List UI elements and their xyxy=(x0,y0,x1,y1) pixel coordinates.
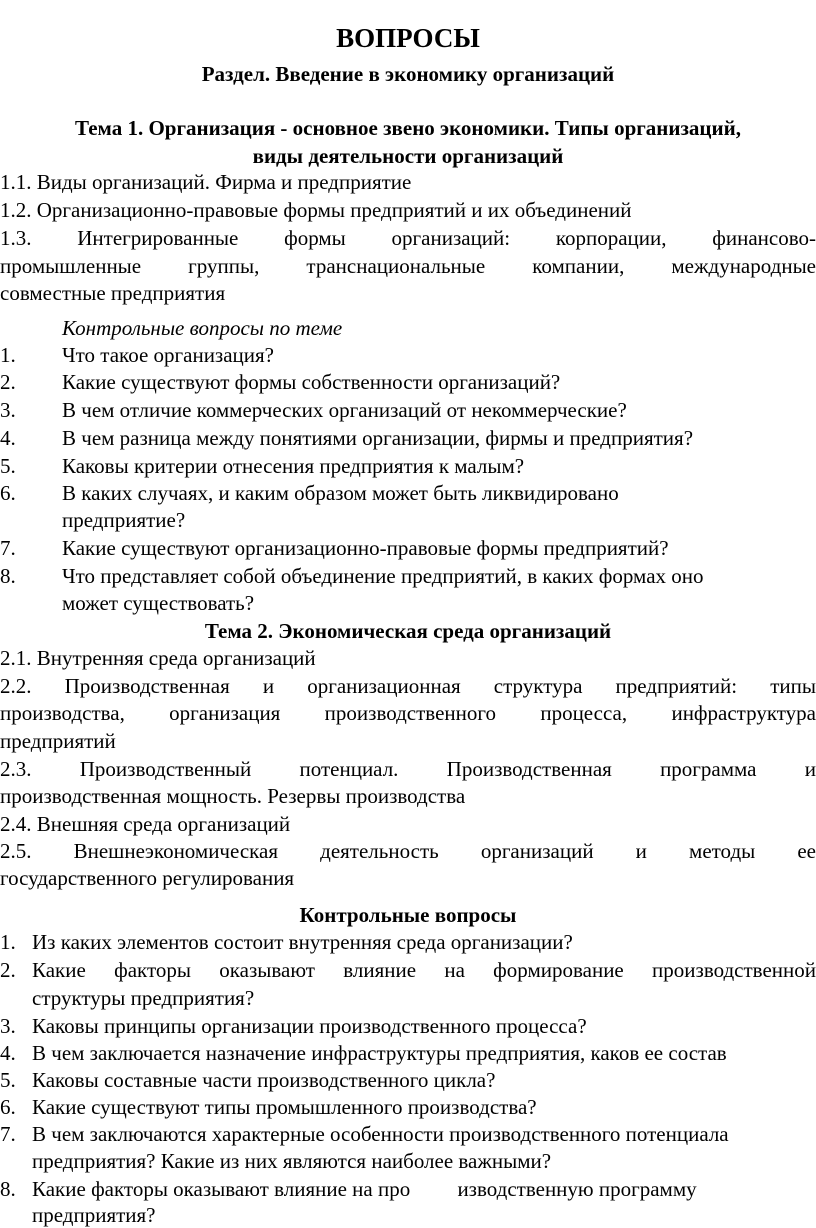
topic2-item: 2.5. Внешнеэкономическая деятельность организаций и методы ее xyxy=(0,839,816,863)
topic1-item: промышленные группы, транснациональные компании, международные xyxy=(0,254,816,278)
topic2-control-heading: Контрольные вопросы xyxy=(299,903,517,927)
question-text: структуры предприятия? xyxy=(32,986,255,1010)
question-number: 3. xyxy=(0,1014,16,1038)
question-number: 7. xyxy=(0,536,16,560)
question-text: Что такое организация? xyxy=(62,343,274,367)
question-text: предприятия? xyxy=(32,1203,156,1227)
question-number: 3. xyxy=(0,398,16,422)
topic1-title-line1: Тема 1. Организация - основное звено экономики. Типы организаций, xyxy=(75,116,741,140)
question-number: 5. xyxy=(0,1068,16,1092)
question-text: предприятие? xyxy=(62,508,186,532)
question-text: Каковы принципы организации производственного процесса? xyxy=(32,1014,587,1038)
question-number: 8. xyxy=(0,564,16,588)
question-text: может существовать? xyxy=(62,591,255,615)
topic2-item: 2.1. Внутренняя среда организаций xyxy=(0,646,316,670)
question-number: 7. xyxy=(0,1122,16,1146)
question-text: Из каких элементов состоит внутренняя среда организации? xyxy=(32,930,573,954)
topic1-item: совместные предприятия xyxy=(0,281,226,305)
topic2-item: предприятий xyxy=(0,729,116,753)
topic2-item: 2.3. Производственный потенциал. Производственная программа и xyxy=(0,757,816,781)
question-number: 8. xyxy=(0,1177,16,1201)
question-number: 5. xyxy=(0,454,16,478)
topic2-title: Тема 2. Экономическая среда организаций xyxy=(204,619,612,643)
question-text: В чем разница между понятиями организации, фирмы и предприятия? xyxy=(62,426,694,450)
question-number: 4. xyxy=(0,1041,16,1065)
topic1-control-heading: Контрольные вопросы по теме xyxy=(62,316,343,340)
question-text: В чем заключаются характерные особенности производственного потенциала xyxy=(32,1122,729,1146)
topic1-title-line2: виды деятельности организаций xyxy=(252,144,564,168)
question-text: В чем заключается назначение инфраструктуры предприятия, каков ее состав xyxy=(32,1041,727,1065)
question-number: 1. xyxy=(0,930,16,954)
question-number: 6. xyxy=(0,481,16,505)
question-number: 2. xyxy=(0,370,16,394)
section-heading: Раздел. Введение в экономику организаций xyxy=(201,62,615,86)
question-text: Какие существуют типы промышленного производства? xyxy=(32,1095,537,1119)
topic2-item: 2.2. Производственная и организационная структура предприятий: типы xyxy=(0,674,816,698)
question-text: предприятия? Какие из них являются наиболее важными? xyxy=(32,1149,552,1173)
question-text: В каких случаях, и каким образом может быть ликвидировано xyxy=(62,481,619,505)
question-number: 1. xyxy=(0,343,16,367)
topic2-item: производственная мощность. Резервы производства xyxy=(0,784,466,808)
question-number: 2. xyxy=(0,958,16,982)
topic1-item: 1.1. Виды организаций. Фирма и предприятие xyxy=(0,170,412,194)
question-text: Какие факторы оказывают влияние на формирование производственной xyxy=(32,958,816,982)
question-text: Какие существуют организационно-правовые формы предприятий? xyxy=(62,536,669,560)
topic1-item: 1.3. Интегрированные формы организаций: корпорации, финансово- xyxy=(0,226,816,250)
question-text: Что представляет собой объединение предприятий, в каких формах оно xyxy=(62,564,704,588)
topic2-item: 2.4. Внешняя среда организаций xyxy=(0,812,291,836)
topic2-item: государственного регулирования xyxy=(0,866,295,890)
topic1-item: 1.2. Организационно-правовые формы предприятий и их объединений xyxy=(0,198,632,222)
question-text: Какие существуют формы собственности организаций? xyxy=(62,370,561,394)
question-text: Каковы критерии отнесения предприятия к малым? xyxy=(62,454,525,478)
question-number: 4. xyxy=(0,426,16,450)
question-number: 6. xyxy=(0,1095,16,1119)
document-title: ВОПРОСЫ xyxy=(336,23,480,53)
question-text: В чем отличие коммерческих организаций от некоммерческие? xyxy=(62,398,627,422)
question-text: Каковы составные части производственного цикла? xyxy=(32,1068,496,1092)
question-text: Какие факторы оказывают влияние на про изводственную программу xyxy=(32,1177,697,1201)
topic2-item: производства, организация производственного процесса, инфраструктура xyxy=(0,701,816,725)
